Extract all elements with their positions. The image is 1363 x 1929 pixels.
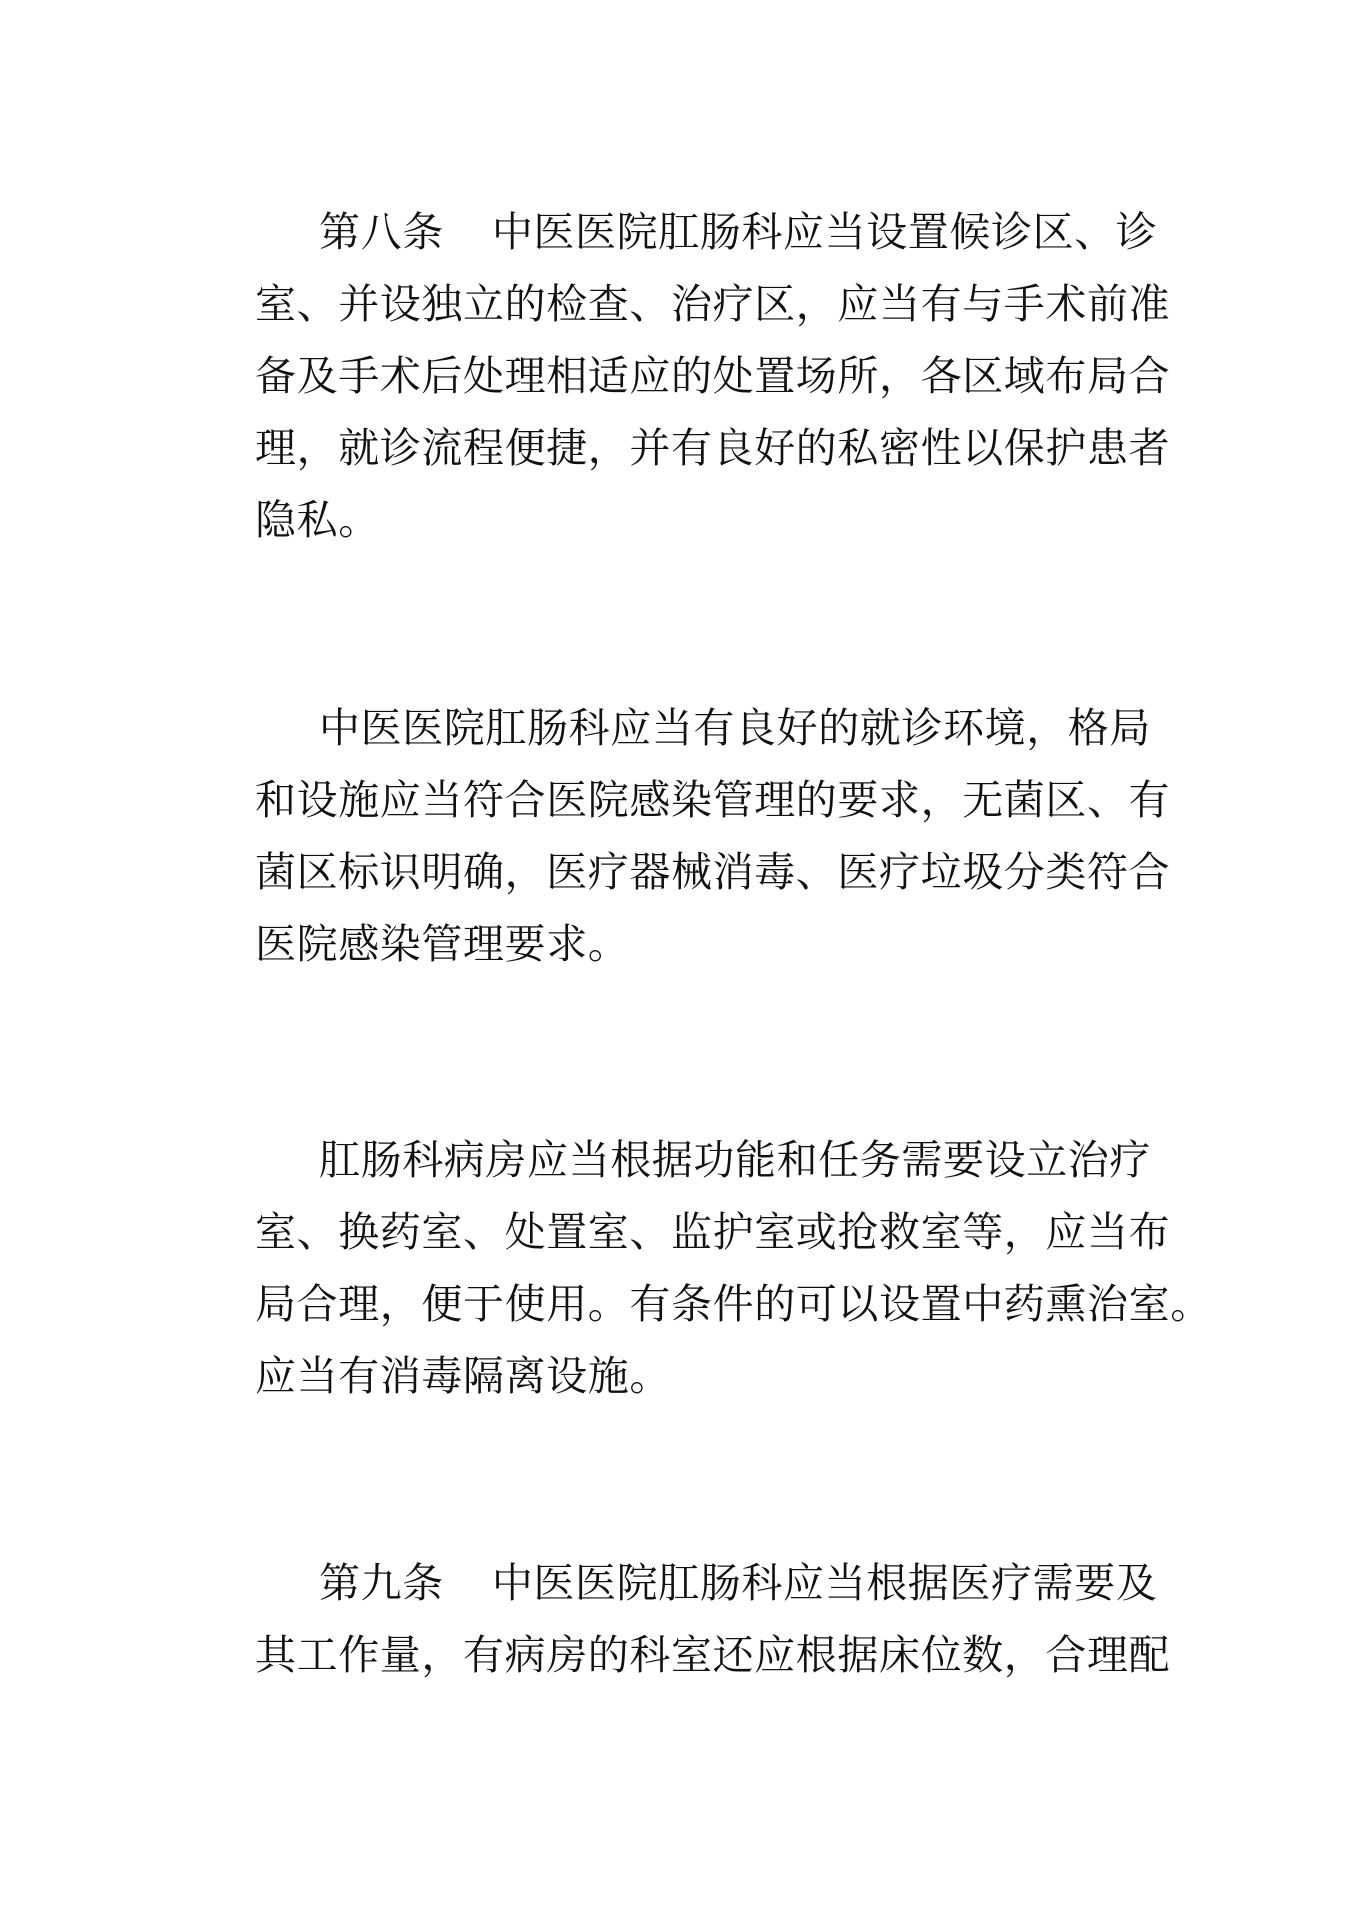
ward-paragraph <box>255 1124 1212 1412</box>
article-9-paragraph <box>255 1547 1175 1691</box>
paragraph-line <box>255 196 1175 268</box>
paragraph-line: 应当有消毒隔离设施。 <box>255 1352 671 1400</box>
paragraph-line: 中医医院肛肠科应当有良好的就诊环境，格局 <box>319 704 1151 752</box>
article-label: 第八条 <box>319 208 444 256</box>
paragraph-line <box>255 1547 1175 1619</box>
paragraph-line: 室、换药室、处置室、监护室或抢救室等，应当布 <box>255 1208 1171 1256</box>
paragraph-line: 备及手术后处理相适应的处置场所，各区域布局合 <box>255 352 1171 400</box>
paragraph-line: 肛肠科病房应当根据功能和任务需要设立治疗 <box>319 1136 1151 1184</box>
article-label: 第九条 <box>319 1559 444 1607</box>
paragraph-line: 和设施应当符合医院感染管理的要求，无菌区、有 <box>255 776 1171 824</box>
paragraph-line: 医院感染管理要求。 <box>255 920 630 968</box>
paragraph-line: 隐私。 <box>255 496 380 544</box>
paragraph-line: 理，就诊流程便捷，并有良好的私密性以保护患者 <box>255 424 1171 472</box>
environment-paragraph <box>255 692 1175 980</box>
paragraph-line: 局合理，便于使用。有条件的可以设置中药熏治室。 <box>255 1280 1212 1328</box>
line-text: 中医医院肛肠科应当设置候诊区、诊 <box>491 208 1158 256</box>
paragraph-line: 其工作量，有病房的科室还应根据床位数，合理配 <box>255 1631 1171 1679</box>
article-8-paragraph <box>255 196 1175 556</box>
line-text: 中医医院肛肠科应当根据医疗需要及 <box>491 1559 1158 1607</box>
paragraph-line: 室、并设独立的检查、治疗区，应当有与手术前准 <box>255 280 1171 328</box>
paragraph-line: 菌区标识明确，医疗器械消毒、医疗垃圾分类符合 <box>255 848 1171 896</box>
